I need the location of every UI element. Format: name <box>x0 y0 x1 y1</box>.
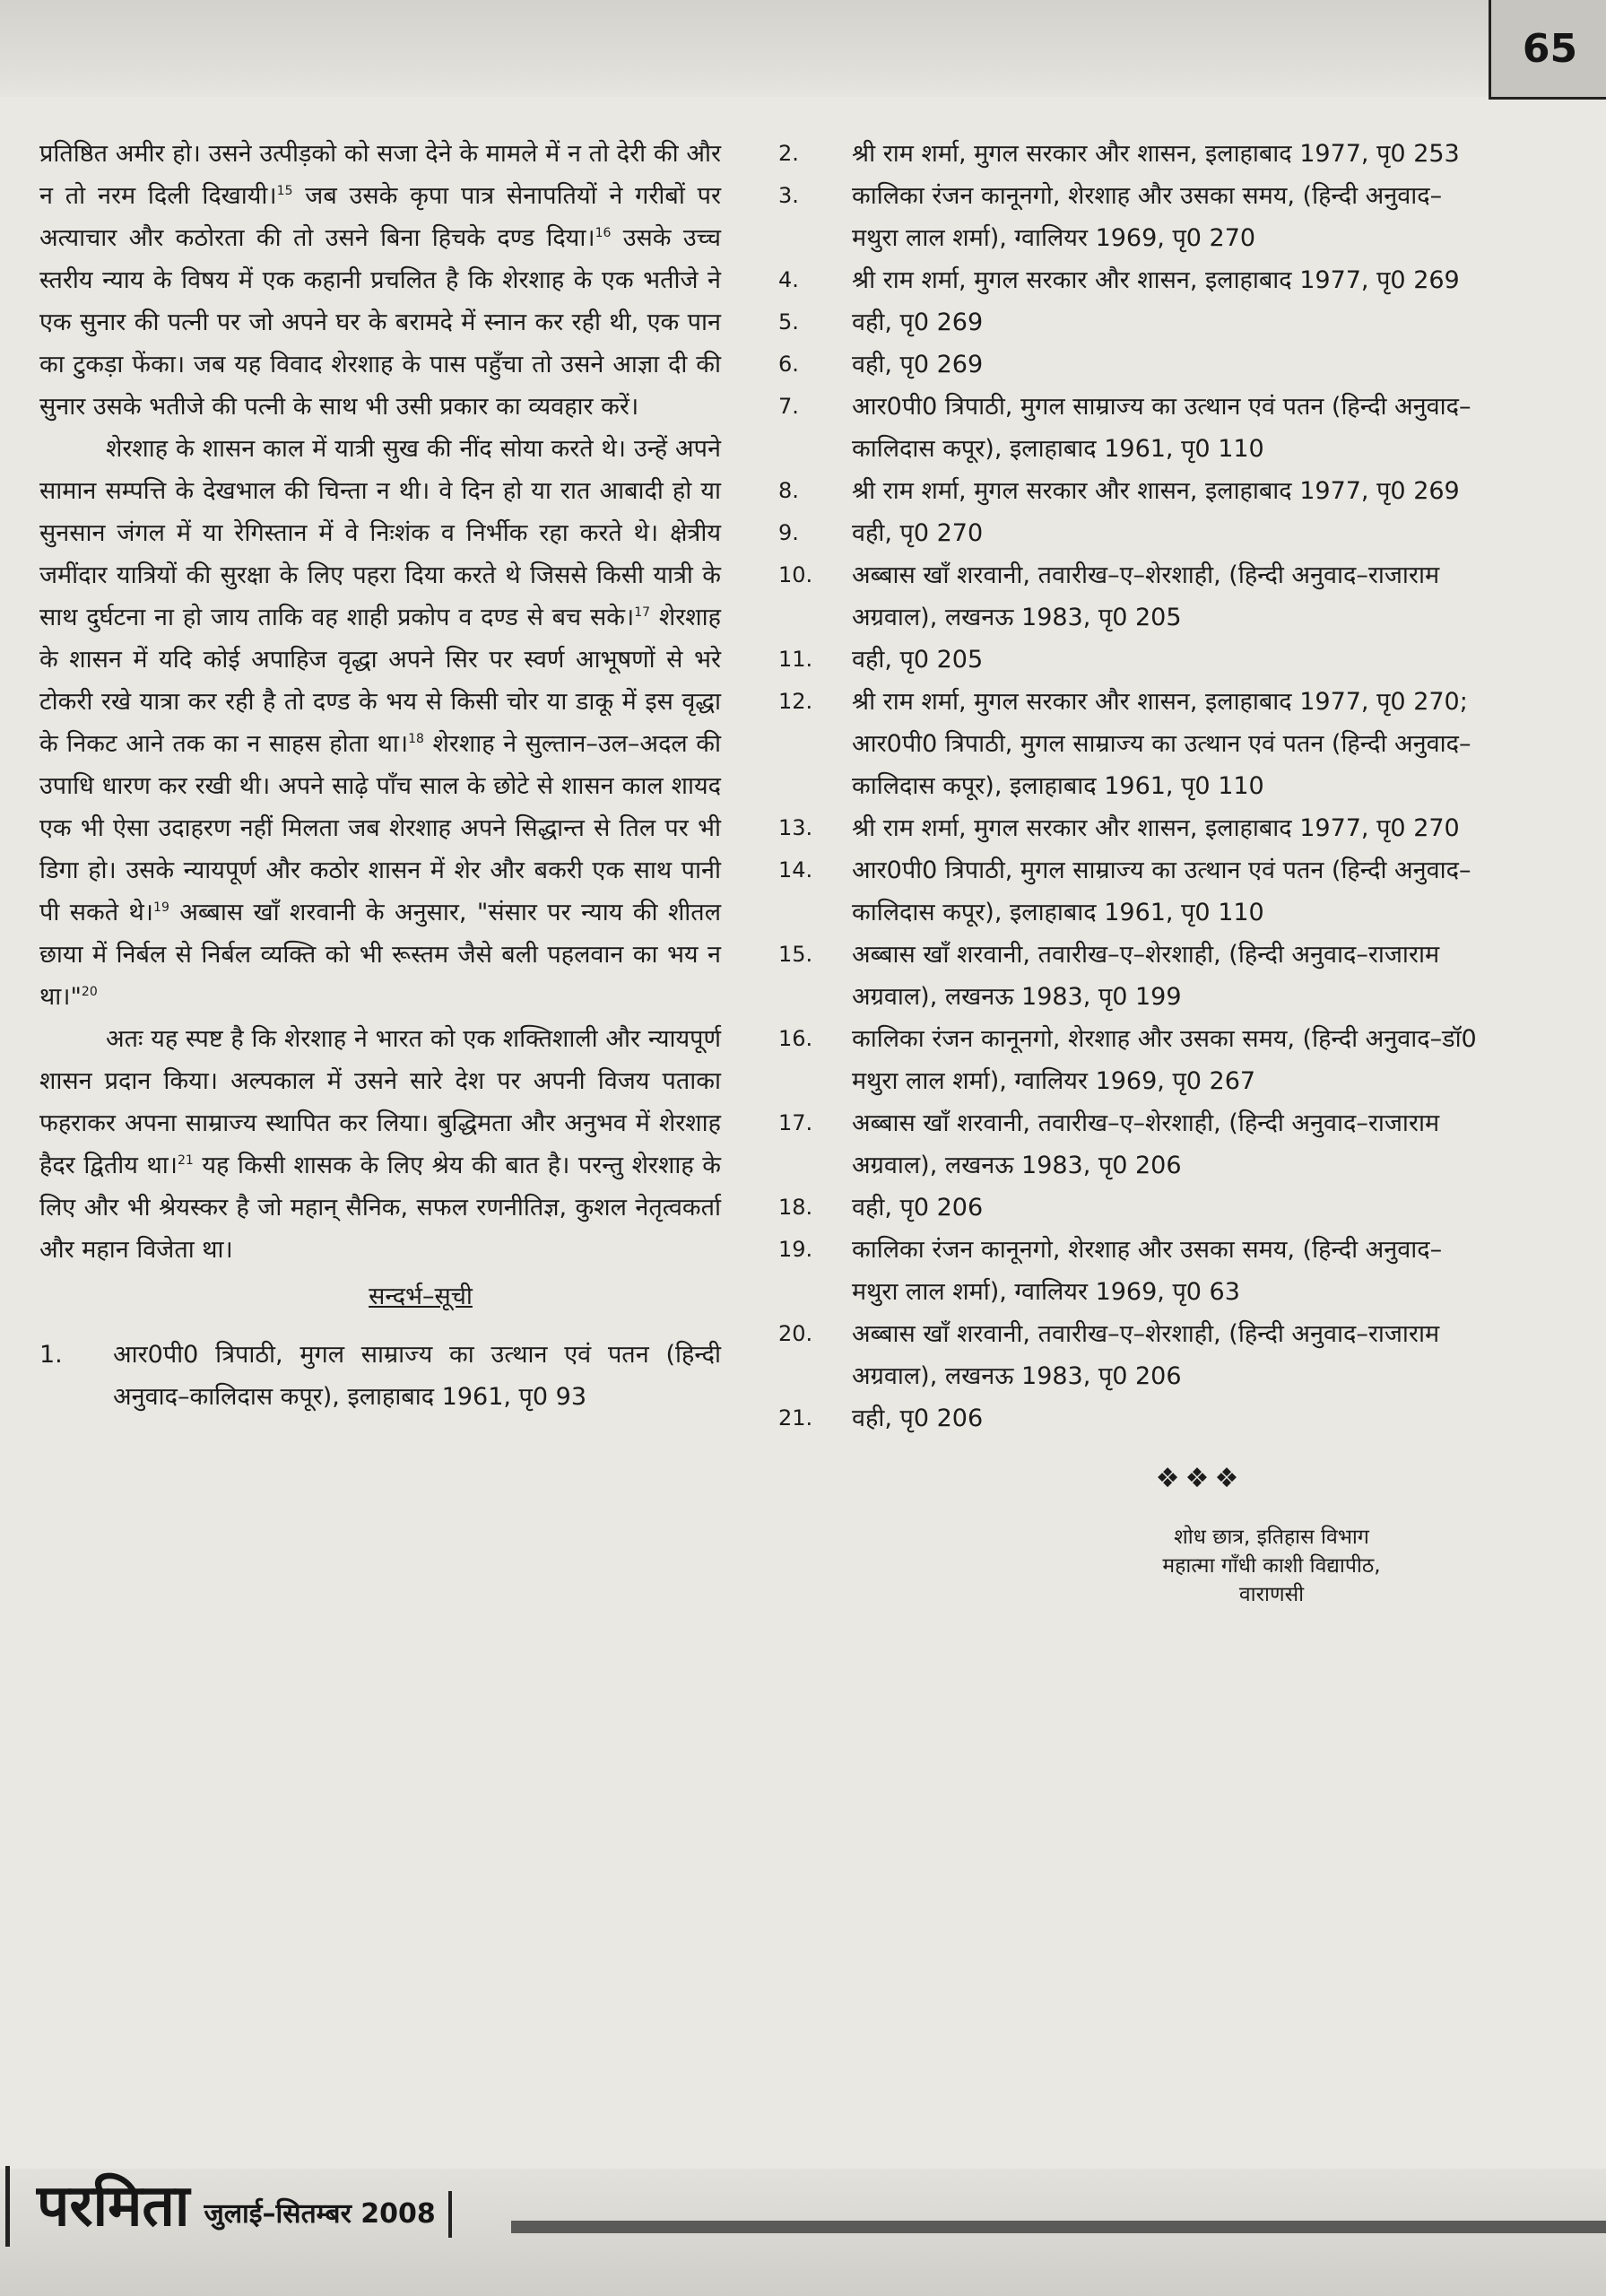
paragraph-2 <box>39 428 721 1018</box>
text-segment: शेरशाह के शासन में यदि कोई अपाहिज वृद्धा अपने सिर पर स्वर्ण आभूषणों से भरे टोकरी रखे यात्रा कर रही है तो दण्ड के भय से किसी चोर या डाकू में इस वृद्धा के निकट आने तक का न साहस होता था। <box>39 604 721 758</box>
footnote-ref: 20 <box>81 985 98 999</box>
paragraph-1 <box>39 133 721 428</box>
reference-text: श्री राम शर्मा, मुगल सरकार और शासन, इलाहाबाद 1977, पृ0 269 <box>852 266 1460 294</box>
reference-number: 8. <box>778 478 799 503</box>
author-affiliation <box>778 1523 1478 1609</box>
section-end-ornament: ❖❖❖ <box>1155 1463 1245 1494</box>
reference-item-13 <box>778 807 1478 849</box>
reference-number: 14. <box>778 857 813 883</box>
right-column <box>778 133 1478 1609</box>
reference-item-12 <box>778 681 1478 807</box>
reference-item-2 <box>778 133 1478 175</box>
reference-item-15 <box>778 934 1478 1018</box>
reference-text: कालिका रंजन कानूनगो, शेरशाह और उसका समय, (हिन्दी अनुवाद– मथुरा लाल शर्मा), ग्वालियर 1969, पृ0 63 <box>852 1236 1443 1306</box>
reference-number: 18. <box>778 1195 813 1220</box>
reference-text: श्री राम शर्मा, मुगल सरकार और शासन, इलाहाबाद 1977, पृ0 269 <box>852 477 1460 505</box>
reference-text: वही, पृ0 206 <box>852 1194 984 1222</box>
footnote-ref: 15 <box>276 184 293 198</box>
reference-text: श्री राम शर्मा, मुगल सरकार और शासन, इलाहाबाद 1977, पृ0 270; आर0पी0 त्रिपाठी, मुगल साम्राज्य का उत्थान एवं पतन (हिन्दी अनुवाद–कालिदास कपूर), इलाहाबाद 1961, पृ0 110 <box>852 688 1471 800</box>
reference-number: 16. <box>778 1026 813 1051</box>
reference-text: कालिका रंजन कानूनगो, शेरशाह और उसका समय, (हिन्दी अनुवाद–डॉ0 मथुरा लाल शर्मा), ग्वालियर 1969, पृ0 267 <box>852 1025 1477 1095</box>
affiliation-line: शोध छात्र, इतिहास विभाग <box>1174 1526 1369 1549</box>
reference-text: श्री राम शर्मा, मुगल सरकार और शासन, इलाहाबाद 1977, पृ0 270 <box>852 814 1460 842</box>
text-segment: शेरशाह के शासन काल में यात्री सुख की नींद सोया करते थे। उन्हें अपने सामान सम्पत्ति के देखभाल की चिन्ता न थी। वे दिन हो या रात आबादी हो या सुनसान जंगल में या रेगिस्तान में वे निःशंक व निर्भीक रहा करते थे। क्षेत्रीय जमींदार यात्रियों की सुरक्षा के लिए पहरा दिया करते थे जिससे किसी यात्री के साथ दुर्घटना ना हो जाय ताकि वह शाही प्रकोप व दण्ड से बच सके। <box>39 435 721 631</box>
footnote-ref: 18 <box>408 732 424 746</box>
reference-text: वही, पृ0 206 <box>852 1405 984 1432</box>
reference-item-21 <box>778 1397 1478 1439</box>
reference-number: 5. <box>778 309 799 335</box>
reference-text: आर0पी0 त्रिपाठी, मुगल साम्राज्य का उत्थान एवं पतन (हिन्दी अनुवाद–कालिदास कपूर), इलाहाबाद 1961, पृ0 110 <box>852 857 1471 926</box>
reference-number: 4. <box>778 267 799 292</box>
header-band <box>0 0 1606 97</box>
reference-number: 19. <box>778 1237 813 1262</box>
reference-number: 11. <box>778 647 813 672</box>
footer-rule <box>511 2221 1606 2233</box>
reference-number: 3. <box>778 183 799 208</box>
reference-item-17 <box>778 1102 1478 1187</box>
page-number: 65 <box>1489 0 1606 100</box>
reference-item-11 <box>778 639 1478 681</box>
reference-text: अब्बास खाँ शरवानी, तवारीख–ए–शेरशाही, (हिन्दी अनुवाद–राजाराम अग्रवाल), लखनऊ 1983, पृ0 206 <box>852 1320 1440 1390</box>
text-segment: प्रतिष्ठित अमीर हो। उसने उत्पीड़को को सजा देने के मामले में न तो देरी की और न तो नरम दिली दिखायी। <box>39 140 721 210</box>
reference-text: अब्बास खाँ शरवानी, तवारीख–ए–शेरशाही, (हिन्दी अनुवाद–राजाराम अग्रवाल), लखनऊ 1983, पृ0 206 <box>852 1109 1440 1179</box>
text-segment: अतः यह स्पष्ट है कि शेरशाह ने भारत को एक शक्तिशाली और न्यायपूर्ण शासन प्रदान किया। अल्पकाल में उसने सारे देश पर अपनी विजय पताका फहराकर अपना साम्राज्य स्थापित कर लिया। बुद्धिमता और अनुभव में शेरशाह हैदर द्वितीय था। <box>39 1025 721 1179</box>
reference-item-6 <box>778 344 1478 386</box>
reference-number: 10. <box>778 562 813 587</box>
reference-number: 20. <box>778 1321 813 1346</box>
reference-text: अब्बास खाँ शरवानी, तवारीख–ए–शेरशाही, (हिन्दी अनुवाद–राजाराम अग्रवाल), लखनऊ 1983, पृ0 205 <box>852 561 1440 631</box>
affiliation-line: महात्मा गाँधी काशी विद्यापीठ, <box>1162 1554 1381 1578</box>
text-segment: शेरशाह ने सुल्तान–उल–अदल की उपाधि धारण कर रखी थी। अपने साढ़े पाँच साल के छोटे से शासन काल शायद एक भी ऐसा उदाहरण नहीं मिलता जब शेरशाह अपने सिद्धान्त से तिल पर भी डिगा हो। उसके न्यायपूर्ण और कठोर शासन में शेर और बकरी एक साथ पानी पी सकते थे। <box>39 730 722 926</box>
reference-text: कालिका रंजन कानूनगो, शेरशाह और उसका समय, (हिन्दी अनुवाद– मथुरा लाल शर्मा), ग्वालियर 1969, पृ0 270 <box>852 182 1443 252</box>
footnote-ref: 19 <box>153 900 169 915</box>
reference-number: 2. <box>778 141 799 166</box>
reference-item-19 <box>778 1229 1478 1313</box>
footnote-ref: 21 <box>177 1153 194 1168</box>
reference-number: 15. <box>778 942 813 967</box>
reference-number: 21. <box>778 1405 813 1431</box>
reference-text: वही, पृ0 270 <box>852 519 984 547</box>
reference-item-16 <box>778 1018 1478 1102</box>
left-column <box>39 133 721 1418</box>
reference-text: वही, पृ0 205 <box>852 646 984 674</box>
reference-text: आर0पी0 त्रिपाठी, मुगल साम्राज्य का उत्थान एवं पतन (हिन्दी अनुवाद–कालिदास कपूर), इलाहाबाद 1961, पृ0 93 <box>113 1341 721 1411</box>
reference-item-14 <box>778 849 1478 934</box>
reference-text: आर0पी0 त्रिपाठी, मुगल साम्राज्य का उत्थान एवं पतन (हिन्दी अनुवाद–कालिदास कपूर), इलाहाबाद 1961, पृ0 110 <box>852 393 1471 463</box>
reference-text: श्री राम शर्मा, मुगल सरकार और शासन, इलाहाबाद 1977, पृ0 253 <box>852 140 1460 168</box>
reference-number: 12. <box>778 689 813 714</box>
magazine-name: परमिता <box>5 2166 189 2247</box>
reference-item-10 <box>778 554 1478 639</box>
text-segment: यह किसी शासक के लिए श्रेय की बात है। परन्तु शेरशाह के लिए और भी श्रेयस्कर है जो महान् सैनिक, सफल रणनीतिज्ञ, कुशल नेतृत्वकर्ता और महान विजेता था। <box>39 1152 721 1264</box>
text-segment: उसके उच्च स्तरीय न्याय के विषय में एक कहानी प्रचलित है कि शेरशाह के एक भतीजे ने एक सुनार की पत्नी पर जो अपने घर के बरामदे में स्नान कर रही थी, एक पान का टुकड़ा फेंका। जब यह विवाद शेरशाह के पास पहुँचा तो उसने आज्ञा दी की सुनार उसके भतीजे की पत्नी के साथ भी उसी प्रकार का व्यवहार करें। <box>39 224 722 421</box>
reference-number: 13. <box>778 815 813 840</box>
reference-number: 7. <box>778 394 799 419</box>
footnote-ref: 16 <box>595 226 612 240</box>
reference-text: अब्बास खाँ शरवानी, तवारीख–ए–शेरशाही, (हिन्दी अनुवाद–राजाराम अग्रवाल), लखनऊ 1983, पृ0 199 <box>852 941 1440 1011</box>
footer <box>5 2161 452 2251</box>
reference-item-3 <box>778 175 1478 259</box>
reference-item-9 <box>778 512 1478 554</box>
reference-item-18 <box>778 1187 1478 1229</box>
reference-item-1 <box>39 1334 721 1418</box>
references-heading: सन्दर्भ–सूची <box>369 1283 473 1310</box>
affiliation-line: वाराणसी <box>1238 1583 1305 1606</box>
reference-number: 17. <box>778 1110 813 1135</box>
reference-item-5 <box>778 301 1478 344</box>
text-segment: अब्बास खाँ शरवानी के अनुसार, "संसार पर न्याय की शीतल छाया में निर्बल से निर्बल व्यक्ति को भी रूस्तम जैसे बली पहलवान का भय न था।" <box>39 899 721 1011</box>
paragraph-3 <box>39 1018 721 1271</box>
reference-text: वही, पृ0 269 <box>852 309 984 336</box>
reference-list <box>778 133 1478 1439</box>
reference-text: वही, पृ0 269 <box>852 351 984 378</box>
reference-item-8 <box>778 470 1478 512</box>
reference-item-20 <box>778 1313 1478 1397</box>
issue-date: जुलाई–सितम्बर 2008 <box>204 2191 451 2238</box>
reference-item-4 <box>778 259 1478 301</box>
reference-item-7 <box>778 386 1478 470</box>
footnote-ref: 17 <box>634 605 651 620</box>
reference-number: 6. <box>778 352 799 377</box>
reference-number: 9. <box>778 520 799 545</box>
text-segment: जब उसके कृपा पात्र सेनापतियों ने गरीबों पर अत्याचार और कठोरता की तो उसने बिना हिचके दण्ड दिया। <box>39 182 721 252</box>
reference-number: 1. <box>39 1341 63 1369</box>
